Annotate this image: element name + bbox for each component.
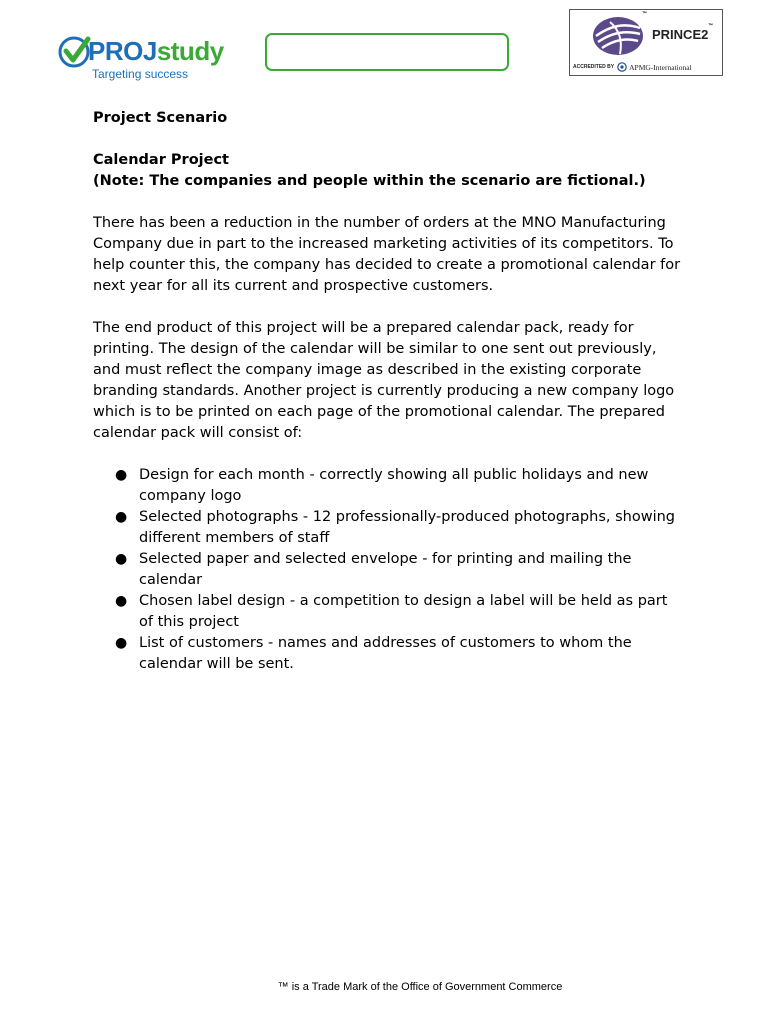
swirl-tm: ™ (642, 11, 647, 17)
document-body (93, 108, 683, 675)
bullet-icon: ● (115, 509, 128, 525)
section-title: Project Scenario (93, 110, 228, 126)
accreditation-line (573, 62, 721, 72)
accreditation-body: APMG-International (629, 62, 692, 72)
accreditation-prefix: ACCREDITED BY (573, 64, 615, 70)
brand-tagline: Targeting success (92, 67, 189, 81)
list-item (115, 633, 683, 675)
list-item (115, 591, 683, 633)
projstudy-wordmark (88, 37, 224, 65)
bullet-icon: ● (115, 635, 128, 651)
project-title: Calendar Project (93, 152, 229, 168)
paragraph-intro: There has been a reduction in the number of orders at the MNO Manufacturing Company due in part to the increased marketing activities of its competitors. To help counter this, the company has decided to create a promotional calendar for next year for all its current and prospective customers. (93, 215, 681, 294)
calendar-pack-list (93, 465, 683, 675)
projstudy-logo (58, 33, 228, 85)
prince2-wordmark: PRINCE2 (652, 27, 709, 42)
list-item-text: List of customers - names and addresses of customers to whom the calendar will be sent. (139, 635, 632, 672)
prince2-tm: ™ (708, 23, 713, 29)
prince2-swirl-icon (590, 14, 646, 58)
scenario-note: (Note: The companies and people within the scenario are fictional.) (93, 173, 646, 189)
prince2-accreditation-logo (569, 9, 723, 76)
list-item-text: Selected photographs - 12 professionally-produced photographs, showing different members of staff (139, 509, 675, 546)
trademark-footer: ™ is a Trade Mark of the Office of Government Commerce (277, 981, 563, 993)
bullet-icon: ● (115, 551, 128, 567)
list-item-text: Selected paper and selected envelope - for printing and mailing the calendar (139, 551, 632, 588)
brand-study: study (156, 36, 224, 66)
list-item (115, 507, 683, 549)
paragraph-end-product: The end product of this project will be a prepared calendar pack, ready for printing. The design of the calendar will be similar to one sent out previously, and must reflect the company image as described in the existing corporate branding standards. Another project is currently producing a new company logo which is to be printed on each page of the promotional calendar. The prepared calendar pack will consist of: (93, 320, 675, 441)
checkmark-logo-icon (58, 35, 92, 69)
list-item-text: Chosen label design - a competition to design a label will be held as part of this project (139, 593, 668, 630)
list-item-text: Design for each month - correctly showing all public holidays and new company logo (139, 467, 649, 504)
header-empty-box (265, 33, 509, 71)
brand-proj: PROJ (88, 36, 157, 66)
list-item (115, 465, 683, 507)
bullet-icon: ● (115, 593, 128, 609)
list-item (115, 549, 683, 591)
bullet-icon: ● (115, 467, 128, 483)
apmg-globe-icon (617, 62, 627, 72)
